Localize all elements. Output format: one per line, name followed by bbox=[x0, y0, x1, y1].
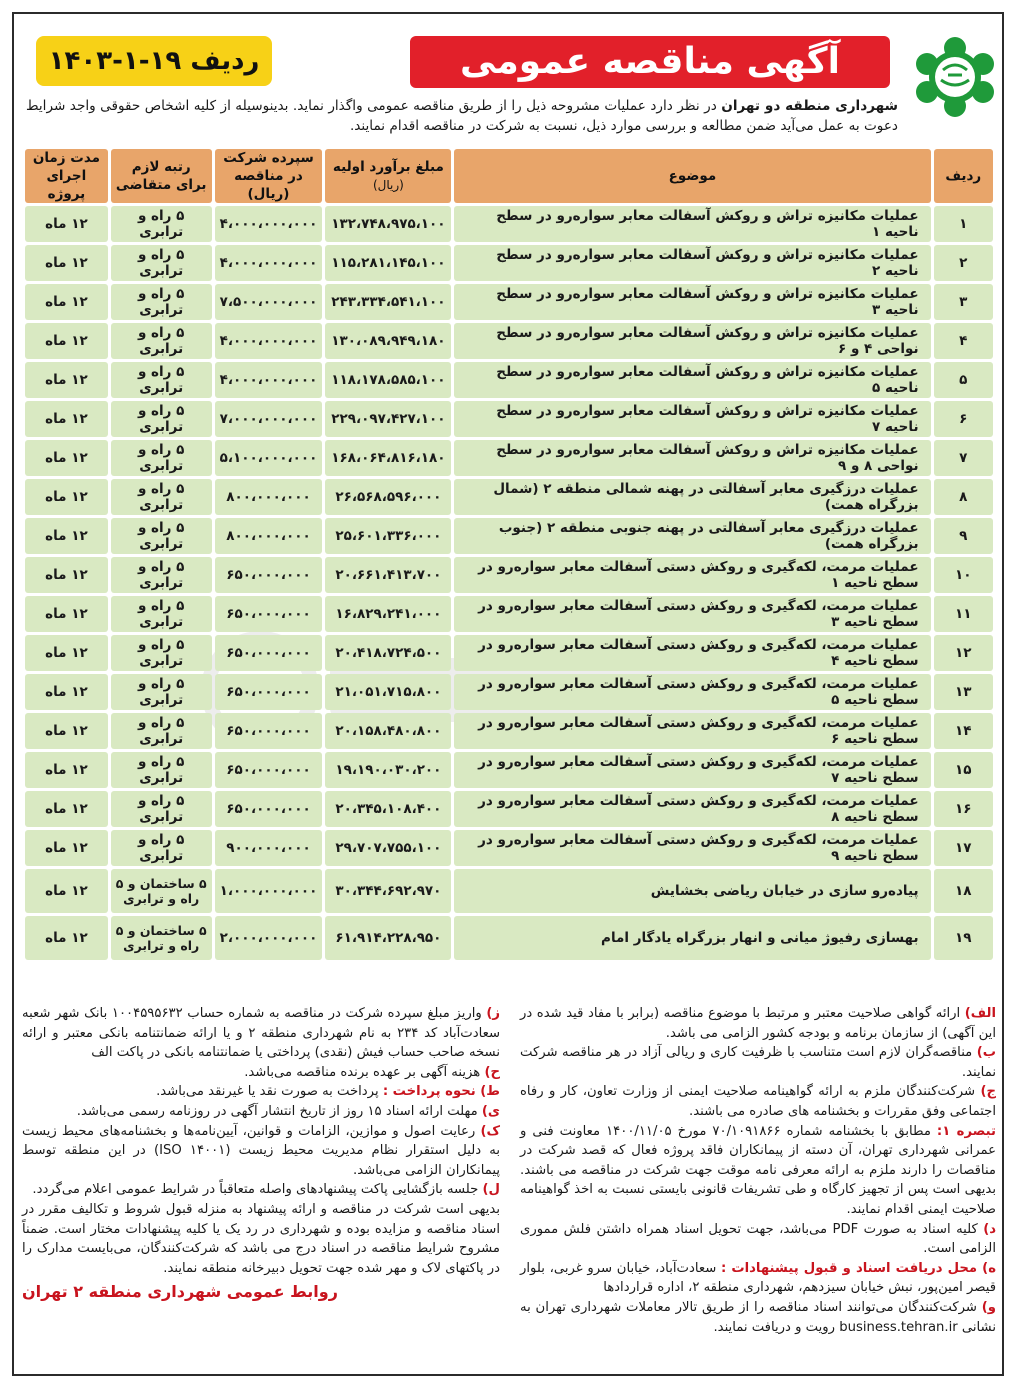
grade-cell: ۵ راه و ترابری bbox=[111, 752, 212, 788]
deposit-cell: ۶۵۰،۰۰۰،۰۰۰ bbox=[215, 713, 323, 749]
estimate-cell: ۱۶۸،۰۶۴،۸۱۶،۱۸۰ bbox=[325, 440, 451, 476]
header-duration: مدت زمان اجرای پروژه bbox=[25, 149, 108, 203]
grade-cell: ۵ راه و ترابری bbox=[111, 362, 212, 398]
grade-cell: ۵ ساختمان و ۵ راه و ترابری bbox=[111, 869, 212, 913]
row-number-cell: ۹ bbox=[934, 518, 993, 554]
grade-cell: ۵ راه و ترابری bbox=[111, 479, 212, 515]
row-number-cell: ۱۵ bbox=[934, 752, 993, 788]
grade-cell: ۵ راه و ترابری bbox=[111, 596, 212, 632]
table-row bbox=[25, 362, 993, 398]
table-row bbox=[25, 245, 993, 281]
duration-cell: ۱۲ ماه bbox=[25, 916, 108, 960]
table-row bbox=[25, 791, 993, 827]
note-item bbox=[22, 1004, 500, 1063]
table-row bbox=[25, 284, 993, 320]
header-estimate-label: مبلغ برآورد اولیه bbox=[332, 159, 444, 175]
note-item bbox=[22, 1200, 500, 1278]
grade-cell: ۵ راه و ترابری bbox=[111, 557, 212, 593]
deposit-cell: ۸۰۰،۰۰۰،۰۰۰ bbox=[215, 518, 323, 554]
header-grade: رتبه لازم برای متقاضی bbox=[111, 149, 212, 203]
duration-cell: ۱۲ ماه bbox=[25, 596, 108, 632]
table-row bbox=[25, 323, 993, 359]
subject-cell: عملیات مکانیزه تراش و روکش آسفالت معابر سواره‌رو در سطح ناحیه ۷ bbox=[454, 401, 930, 437]
row-number-cell: ۱ bbox=[934, 206, 993, 242]
duration-cell: ۱۲ ماه bbox=[25, 791, 108, 827]
row-number-cell: ۶ bbox=[934, 401, 993, 437]
note-label: ه) محل دریافت اسناد و قبول پیشنهادات : bbox=[720, 1260, 996, 1276]
deposit-cell: ۸۰۰،۰۰۰،۰۰۰ bbox=[215, 479, 323, 515]
note-text: ارائه گواهی صلاحیت معتبر و مرتبط با موضوع مناقصه (برابر با مفاد قید شده در این آگهی) از سازمان برنامه و بودجه کشور الزامی می باشد. bbox=[520, 1006, 996, 1041]
note-label: ک) bbox=[480, 1123, 500, 1139]
note-label: ط) نحوه پرداخت : bbox=[382, 1084, 500, 1100]
table-row bbox=[25, 674, 993, 710]
duration-cell: ۱۲ ماه bbox=[25, 713, 108, 749]
row-number-cell: ۱۰ bbox=[934, 557, 993, 593]
grade-cell: ۵ راه و ترابری bbox=[111, 206, 212, 242]
note-item bbox=[520, 1082, 996, 1121]
notes-left-column bbox=[22, 1004, 500, 1302]
subject-cell: عملیات مرمت، لکه‌گیری و روکش دستی آسفالت معابر سواره‌رو در سطح ناحیه ۵ bbox=[454, 674, 930, 710]
notes-right-column bbox=[520, 1004, 996, 1337]
deposit-cell: ۴،۰۰۰،۰۰۰،۰۰۰ bbox=[215, 245, 323, 281]
grade-cell: ۵ راه و ترابری bbox=[111, 245, 212, 281]
deposit-cell: ۲،۰۰۰،۰۰۰،۰۰۰ bbox=[215, 916, 323, 960]
table-row bbox=[25, 635, 993, 671]
table-row bbox=[25, 596, 993, 632]
estimate-cell: ۱۳۰،۰۸۹،۹۴۹،۱۸۰ bbox=[325, 323, 451, 359]
header-estimate bbox=[325, 149, 451, 203]
table-row bbox=[25, 479, 993, 515]
grade-cell: ۵ راه و ترابری bbox=[111, 713, 212, 749]
table-row bbox=[25, 440, 993, 476]
table-row bbox=[25, 401, 993, 437]
table-row bbox=[25, 713, 993, 749]
duration-cell: ۱۲ ماه bbox=[25, 869, 108, 913]
grade-cell: ۵ راه و ترابری bbox=[111, 401, 212, 437]
note-label: ل) bbox=[482, 1182, 500, 1198]
header-deposit: سپرده شرکت در مناقصه (ریال) bbox=[215, 149, 323, 203]
intro-paragraph bbox=[26, 96, 898, 136]
note-label: و) bbox=[981, 1299, 996, 1315]
table-header-row bbox=[25, 149, 993, 203]
duration-cell: ۱۲ ماه bbox=[25, 245, 108, 281]
note-label: ج) bbox=[980, 1084, 996, 1100]
note-item bbox=[520, 1004, 996, 1043]
row-number-badge: ردیف ۱۹-۱-۱۴۰۳ bbox=[36, 36, 272, 86]
estimate-cell: ۱۶،۸۲۹،۲۴۱،۰۰۰ bbox=[325, 596, 451, 632]
grade-cell: ۵ راه و ترابری bbox=[111, 284, 212, 320]
row-number-cell: ۳ bbox=[934, 284, 993, 320]
subject-cell: عملیات مرمت، لکه‌گیری و روکش دستی آسفالت معابر سواره‌رو در سطح ناحیه ۸ bbox=[454, 791, 930, 827]
footer-signature: روابط عمومی شهرداری منطقه ۲ تهران bbox=[22, 1282, 338, 1302]
note-text: جلسه بازگشایی پاکت پیشنهادهای واصله متعاقباً در شرایط عمومی اعلام می‌گردد. bbox=[32, 1182, 483, 1198]
note-label: د) bbox=[983, 1221, 996, 1237]
note-text: رعایت اصول و موازین، الزامات و قوانین، آیین‌نامه‌ها و بخشنامه‌های محیط زیست به دلیل استقرار نظام مدیریت محیط زیست (ISO ۱۴۰۰۱) در این منطقه توسط پیمانکاران الزامی می‌باشد. bbox=[22, 1123, 501, 1178]
row-number-cell: ۱۸ bbox=[934, 869, 993, 913]
note-label: ب) bbox=[976, 1045, 996, 1061]
table-row bbox=[25, 830, 993, 866]
row-number-cell: ۱۳ bbox=[934, 674, 993, 710]
row-number-cell: ۱۴ bbox=[934, 713, 993, 749]
estimate-cell: ۳۰،۳۴۴،۶۹۲،۹۷۰ bbox=[325, 869, 451, 913]
table-row bbox=[25, 916, 993, 960]
duration-cell: ۱۲ ماه bbox=[25, 479, 108, 515]
row-number-cell: ۲ bbox=[934, 245, 993, 281]
note-label: الف) bbox=[964, 1006, 996, 1021]
deposit-cell: ۶۵۰،۰۰۰،۰۰۰ bbox=[215, 596, 323, 632]
duration-cell: ۱۲ ماه bbox=[25, 323, 108, 359]
note-text: مناقصه‌گران لازم است متناسب با ظرفیت کاری و ریالی آزاد در هر مناقصه شرکت نمایند. bbox=[520, 1045, 996, 1080]
estimate-cell: ۲۴۳،۳۳۴،۵۴۱،۱۰۰ bbox=[325, 284, 451, 320]
subject-cell: عملیات مرمت، لکه‌گیری و روکش دستی آسفالت معابر سواره‌رو در سطح ناحیه ۳ bbox=[454, 596, 930, 632]
deposit-cell: ۴،۰۰۰،۰۰۰،۰۰۰ bbox=[215, 362, 323, 398]
note-text: کلیه اسناد به صورت PDF می‌باشد، جهت تحویل اسناد همراه داشتن فلش مموری الزامی است. bbox=[520, 1221, 996, 1257]
note-text: بدیهی است شرکت در مناقصه و ارائه پیشنهاد به منزله قبول شروط و تکالیف مقرر در اسناد مناقصه و مزایده بوده و شهرداری در رد یک یا کلیه پیشنهادات مختار است. ضمناً مشروح شرایط مناقصه در اسناد درج می باشد که شرکت‌کنندگان، می‌بایست مدارک را در پاکتهای لاک و مهر شده جهت تحویل دبیرخانه منطقه نمایند. bbox=[22, 1201, 500, 1276]
note-item bbox=[520, 1259, 996, 1298]
deposit-cell: ۶۵۰،۰۰۰،۰۰۰ bbox=[215, 752, 323, 788]
duration-cell: ۱۲ ماه bbox=[25, 557, 108, 593]
subject-cell: عملیات مرمت، لکه‌گیری و روکش دستی آسفالت معابر سواره‌رو در سطح ناحیه ۴ bbox=[454, 635, 930, 671]
row-number-cell: ۱۱ bbox=[934, 596, 993, 632]
estimate-cell: ۲۱،۰۵۱،۷۱۵،۸۰۰ bbox=[325, 674, 451, 710]
subject-cell: بهسازی رفیوژ میانی و انهار بزرگراه یادگار امام bbox=[454, 916, 930, 960]
note-text: واریز مبلغ سپرده شرکت در مناقصه به شماره حساب ۱۰۰۴۵۹۵۶۳۲ بانک شهر شعبه سعادت‌آباد کد ۲۳۴ به نام شهرداری منطقه ۲ و یا ارائه ضمانتنامه بانکی معتبر و ارائه نسخه صاحب حساب فیش (نقدی) پرداختی یا ضمانتنامه بانکی در پاکت الف bbox=[22, 1006, 500, 1061]
grade-cell: ۵ راه و ترابری bbox=[111, 674, 212, 710]
duration-cell: ۱۲ ماه bbox=[25, 635, 108, 671]
row-number-cell: ۵ bbox=[934, 362, 993, 398]
tehran-municipality-logo-icon bbox=[910, 34, 1000, 120]
estimate-cell: ۱۱۵،۲۸۱،۱۴۵،۱۰۰ bbox=[325, 245, 451, 281]
note-text: شرکت‌کنندگان می‌توانند اسناد مناقصه را از طریق تالار معاملات شهرداری تهران به نشانی business.tehran.ir رویت و دریافت نمایند. bbox=[520, 1299, 996, 1335]
note-item bbox=[520, 1220, 996, 1259]
duration-cell: ۱۲ ماه bbox=[25, 206, 108, 242]
tender-table bbox=[22, 146, 996, 963]
row-number-cell: ۸ bbox=[934, 479, 993, 515]
duration-cell: ۱۲ ماه bbox=[25, 440, 108, 476]
estimate-cell: ۲۲۹،۰۹۷،۴۲۷،۱۰۰ bbox=[325, 401, 451, 437]
grade-cell: ۵ راه و ترابری bbox=[111, 791, 212, 827]
row-number-cell: ۷ bbox=[934, 440, 993, 476]
note-text: شرکت‌کنندگان ملزم به ارائه گواهینامه صلاحیت ایمنی از وزارت تعاون، کار و رفاه اجتماعی وفق مقررات و بخشنامه های صادره می باشند. bbox=[520, 1084, 996, 1119]
estimate-cell: ۲۹،۷۰۷،۷۵۵،۱۰۰ bbox=[325, 830, 451, 866]
subject-cell: عملیات مرمت، لکه‌گیری و روکش دستی آسفالت معابر سواره‌رو در سطح ناحیه ۶ bbox=[454, 713, 930, 749]
note-label: تبصره ۱: bbox=[936, 1123, 996, 1139]
subject-cell: عملیات مکانیزه تراش و روکش آسفالت معابر سواره‌رو در سطح ناحیه ۱ bbox=[454, 206, 930, 242]
deposit-cell: ۶۵۰،۰۰۰،۰۰۰ bbox=[215, 791, 323, 827]
estimate-cell: ۲۵،۶۰۱،۳۳۶،۰۰۰ bbox=[325, 518, 451, 554]
duration-cell: ۱۲ ماه bbox=[25, 401, 108, 437]
estimate-cell: ۱۳۲،۷۴۸،۹۷۵،۱۰۰ bbox=[325, 206, 451, 242]
intro-text: در نظر دارد عملیات مشروحه ذیل را از طریق مناقصه عمومی واگذار نماید. بدینوسیله از کلیه اشخاص حقوقی واجد شرایط دعوت به عمل می‌آید ضمن مطالعه و بررسی موارد ذیل، نسبت به شرکت در مناقصه اقدام نمایند. bbox=[26, 98, 898, 134]
subject-cell: عملیات درزگیری معابر آسفالتی در پهنه شمالی منطقه ۲ (شمال بزرگراه همت) bbox=[454, 479, 930, 515]
grade-cell: ۵ راه و ترابری bbox=[111, 323, 212, 359]
note-text: هزینه آگهی بر عهده برنده مناقصه می‌باشد. bbox=[244, 1064, 485, 1080]
deposit-cell: ۷،۵۰۰،۰۰۰،۰۰۰ bbox=[215, 284, 323, 320]
duration-cell: ۱۲ ماه bbox=[25, 830, 108, 866]
note-label: ح) bbox=[484, 1064, 500, 1080]
subject-cell: عملیات مکانیزه تراش و روکش آسفالت معابر سواره‌رو در سطح ناحیه ۳ bbox=[454, 284, 930, 320]
note-text: مطابق با بخشنامه شماره ۷۰/۱۰۹۱۸۶۶ مورخ ۱۴۰۰/۱۱/۰۵ معاونت فنی و عمرانی شهرداری تهران، آن دسته از پیمانکاران فاقد پروژه فعال که قصد شرکت در مناقصات را دارند ملزم به ارائه معرفی نامه موقت جهت شرکت در مناقصه می باشند. بدیهی است پس از تجهیز کارگاه و طی تشریفات قانونی بایستی نسبت به اخذ گواهینامه صلاحیت ایمنی اقدام نمایند. bbox=[520, 1123, 996, 1217]
grade-cell: ۵ راه و ترابری bbox=[111, 830, 212, 866]
table-row bbox=[25, 869, 993, 913]
note-label: ی) bbox=[481, 1103, 500, 1119]
table-row bbox=[25, 557, 993, 593]
deposit-cell: ۶۵۰،۰۰۰،۰۰۰ bbox=[215, 674, 323, 710]
deposit-cell: ۹۰۰،۰۰۰،۰۰۰ bbox=[215, 830, 323, 866]
subject-cell: عملیات مرمت، لکه‌گیری و روکش دستی آسفالت معابر سواره‌رو در سطح ناحیه ۹ bbox=[454, 830, 930, 866]
subject-cell: عملیات درزگیری معابر آسفالتی در پهنه جنوبی منطقه ۲ (جنوب بزرگراه همت) bbox=[454, 518, 930, 554]
note-label: ز) bbox=[486, 1006, 500, 1021]
header-subject: موضوع bbox=[454, 149, 930, 203]
note-text: مهلت ارائه اسناد ۱۵ روز از تاریخ انتشار آگهی در روزنامه رسمی می‌باشد. bbox=[76, 1103, 482, 1119]
note-item bbox=[22, 1122, 500, 1181]
deposit-cell: ۶۵۰،۰۰۰،۰۰۰ bbox=[215, 557, 323, 593]
subject-cell: عملیات مرمت، لکه‌گیری و روکش دستی آسفالت معابر سواره‌رو در سطح ناحیه ۷ bbox=[454, 752, 930, 788]
estimate-cell: ۲۰،۶۶۱،۴۱۳،۷۰۰ bbox=[325, 557, 451, 593]
deposit-cell: ۴،۰۰۰،۰۰۰،۰۰۰ bbox=[215, 206, 323, 242]
subject-cell: عملیات مرمت، لکه‌گیری و روکش دستی آسفالت معابر سواره‌رو در سطح ناحیه ۱ bbox=[454, 557, 930, 593]
duration-cell: ۱۲ ماه bbox=[25, 752, 108, 788]
duration-cell: ۱۲ ماه bbox=[25, 284, 108, 320]
note-text: پرداخت به صورت نقد یا غیرنقد می‌باشد. bbox=[156, 1084, 383, 1100]
grade-cell: ۵ راه و ترابری bbox=[111, 635, 212, 671]
intro-lead: شهرداری منطقه دو تهران bbox=[721, 98, 898, 114]
table-row bbox=[25, 206, 993, 242]
deposit-cell: ۱،۰۰۰،۰۰۰،۰۰۰ bbox=[215, 869, 323, 913]
row-number-cell: ۱۶ bbox=[934, 791, 993, 827]
header-estimate-unit: (ریال) bbox=[372, 178, 404, 192]
row-number-cell: ۱۹ bbox=[934, 916, 993, 960]
estimate-cell: ۶۱،۹۱۴،۲۲۸،۹۵۰ bbox=[325, 916, 451, 960]
deposit-cell: ۶۵۰،۰۰۰،۰۰۰ bbox=[215, 635, 323, 671]
deposit-cell: ۵،۱۰۰،۰۰۰،۰۰۰ bbox=[215, 440, 323, 476]
subject-cell: عملیات مکانیزه تراش و روکش آسفالت معابر سواره‌رو در سطح نواحی ۴ و ۶ bbox=[454, 323, 930, 359]
subject-cell: عملیات مکانیزه تراش و روکش آسفالت معابر سواره‌رو در سطح ناحیه ۵ bbox=[454, 362, 930, 398]
deposit-cell: ۷،۰۰۰،۰۰۰،۰۰۰ bbox=[215, 401, 323, 437]
note-item bbox=[520, 1298, 996, 1337]
subject-cell: پیاده‌رو سازی در خیابان ریاضی بخشایش bbox=[454, 869, 930, 913]
duration-cell: ۱۲ ماه bbox=[25, 674, 108, 710]
table-row bbox=[25, 752, 993, 788]
row-number-cell: ۱۲ bbox=[934, 635, 993, 671]
note-item bbox=[520, 1043, 996, 1082]
grade-cell: ۵ ساختمان و ۵ راه و ترابری bbox=[111, 916, 212, 960]
subject-cell: عملیات مکانیزه تراش و روکش آسفالت معابر سواره‌رو در سطح ناحیه ۲ bbox=[454, 245, 930, 281]
table-row bbox=[25, 518, 993, 554]
header-row-no: ردیف bbox=[934, 149, 993, 203]
grade-cell: ۵ راه و ترابری bbox=[111, 440, 212, 476]
note-item bbox=[22, 1102, 500, 1122]
estimate-cell: ۱۹،۱۹۰،۰۳۰،۲۰۰ bbox=[325, 752, 451, 788]
note-item bbox=[22, 1063, 500, 1083]
subject-cell: عملیات مکانیزه تراش و روکش آسفالت معابر سواره‌رو در سطح نواحی ۸ و ۹ bbox=[454, 440, 930, 476]
deposit-cell: ۴،۰۰۰،۰۰۰،۰۰۰ bbox=[215, 323, 323, 359]
duration-cell: ۱۲ ماه bbox=[25, 362, 108, 398]
note-item bbox=[22, 1082, 500, 1102]
estimate-cell: ۲۰،۱۵۸،۴۸۰،۸۰۰ bbox=[325, 713, 451, 749]
row-number-cell: ۴ bbox=[934, 323, 993, 359]
note-text: سعادت‌آباد، خیابان سرو غربی، بلوار قیصر امین‌پور، نبش خیابان سیزدهم، شهرداری منطقه ۲، اداره قراردادها bbox=[520, 1260, 996, 1296]
estimate-cell: ۱۱۸،۱۷۸،۵۸۵،۱۰۰ bbox=[325, 362, 451, 398]
note-item bbox=[520, 1122, 996, 1220]
row-number-cell: ۱۷ bbox=[934, 830, 993, 866]
estimate-cell: ۲۶،۵۶۸،۵۹۶،۰۰۰ bbox=[325, 479, 451, 515]
estimate-cell: ۲۰،۴۱۸،۷۲۴،۵۰۰ bbox=[325, 635, 451, 671]
duration-cell: ۱۲ ماه bbox=[25, 518, 108, 554]
ad-title-banner: آگهی مناقصه عمومی bbox=[410, 36, 890, 88]
estimate-cell: ۲۰،۳۴۵،۱۰۸،۴۰۰ bbox=[325, 791, 451, 827]
note-item bbox=[22, 1180, 500, 1200]
grade-cell: ۵ راه و ترابری bbox=[111, 518, 212, 554]
